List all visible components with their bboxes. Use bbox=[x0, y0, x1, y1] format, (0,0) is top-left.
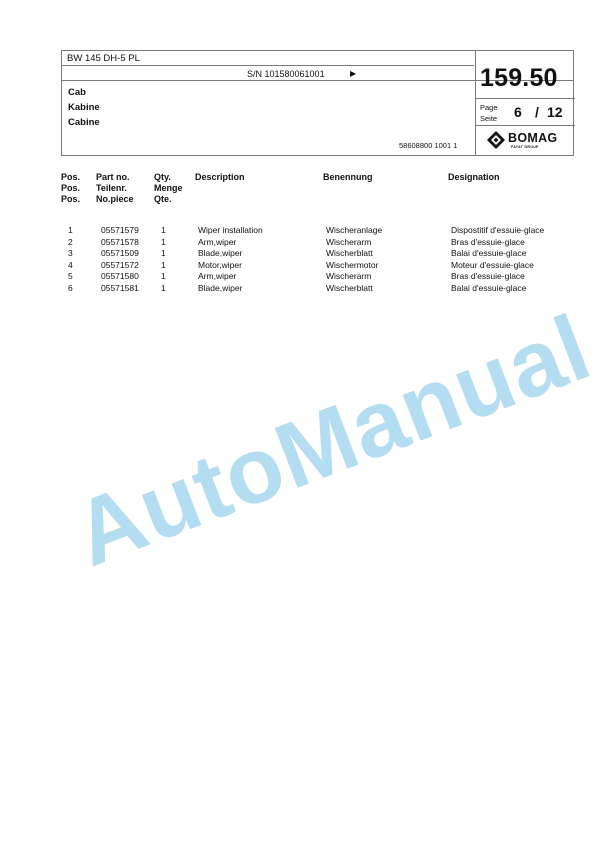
column-header-benennung: Benennung bbox=[323, 172, 373, 182]
cell-benennung: Wischeranlage bbox=[326, 225, 383, 235]
bomag-diamond-icon bbox=[487, 131, 505, 149]
cell-qty: 1 bbox=[161, 271, 166, 282]
section-title-en: Cab bbox=[68, 87, 86, 98]
column-header-qty-de: Menge bbox=[154, 183, 183, 193]
cell-benennung: Wischerarm bbox=[326, 271, 372, 282]
cell-designation: Balai d'essuie-glace bbox=[451, 283, 527, 293]
table-row bbox=[0, 283, 612, 295]
cell-qty: 1 bbox=[161, 283, 166, 293]
page-current: 6 bbox=[514, 104, 522, 120]
cell-description: Arm,wiper bbox=[198, 236, 237, 247]
table-row bbox=[0, 237, 612, 249]
cell-benennung: Wischerblatt bbox=[326, 248, 373, 259]
column-header-part-de: Teilenr. bbox=[96, 183, 127, 193]
cell-description: Blade,wiper bbox=[198, 283, 243, 293]
cell-part: 05571581 bbox=[101, 283, 139, 293]
column-header-part-fr: No.piece bbox=[96, 194, 134, 204]
cell-pos: 6 bbox=[68, 283, 73, 293]
page-total: 12 bbox=[547, 104, 563, 120]
cell-pos: 3 bbox=[68, 248, 73, 259]
header-rule-top bbox=[62, 65, 474, 66]
column-header-qty bbox=[154, 172, 183, 205]
cell-designation: Moteur d'essuie-glace bbox=[451, 259, 534, 270]
column-header-pos bbox=[61, 172, 80, 205]
cell-benennung: Wischerarm bbox=[326, 236, 372, 247]
column-header-description: Description bbox=[195, 172, 245, 182]
cell-pos: 5 bbox=[68, 271, 73, 282]
header-divider bbox=[475, 51, 476, 155]
page-label-de: Seite bbox=[480, 114, 498, 123]
model-name: BW 145 DH-5 PL bbox=[67, 53, 140, 64]
bomag-logo bbox=[487, 130, 567, 150]
column-header-qty-fr: Qte. bbox=[154, 194, 172, 204]
cell-qty: 1 bbox=[161, 225, 166, 235]
column-header-qty-en: Qty. bbox=[154, 172, 171, 182]
cell-part: 05571572 bbox=[101, 259, 139, 270]
cell-part: 05571509 bbox=[101, 248, 139, 259]
cell-description: Motor,wiper bbox=[198, 259, 242, 270]
column-header-pos-de: Pos. bbox=[61, 183, 81, 193]
section-title-fr: Cabine bbox=[68, 117, 100, 128]
table-row bbox=[0, 271, 612, 283]
table-row bbox=[0, 248, 612, 260]
cell-qty: 1 bbox=[161, 248, 166, 259]
header-box bbox=[61, 50, 574, 156]
cell-part: 05571578 bbox=[101, 236, 139, 247]
cell-designation: Bras d'essuie-glace bbox=[451, 236, 525, 247]
watermark: AutoManual bbox=[60, 294, 604, 587]
serial-arrow-icon: ▶ bbox=[350, 69, 357, 78]
cell-part: 05571579 bbox=[101, 225, 139, 235]
cell-description: Wiper installation bbox=[198, 225, 263, 235]
cell-pos: 1 bbox=[68, 225, 73, 235]
column-header-pos-fr: Pos. bbox=[61, 194, 81, 204]
cell-benennung: Wischerblatt bbox=[326, 283, 373, 293]
cell-qty: 1 bbox=[161, 259, 166, 270]
cell-benennung: Wischermotor bbox=[326, 259, 379, 270]
cell-pos: 2 bbox=[68, 236, 73, 247]
cell-description: Arm,wiper bbox=[198, 271, 237, 282]
header-rule-logo bbox=[475, 125, 575, 126]
column-header-designation: Designation bbox=[448, 172, 500, 182]
cell-designation: Bras d'essuie-glace bbox=[451, 271, 525, 282]
cell-part: 05571580 bbox=[101, 271, 139, 282]
page-label: Page bbox=[480, 103, 498, 112]
column-header-part-en: Part no. bbox=[96, 172, 130, 182]
header-rule-page bbox=[475, 98, 575, 99]
cell-qty: 1 bbox=[161, 236, 166, 247]
column-header-pos-en: Pos. bbox=[61, 172, 81, 182]
column-header-part bbox=[96, 172, 134, 205]
table-row bbox=[0, 225, 612, 237]
logo-subtext: FAYAT GROUP bbox=[511, 145, 539, 149]
section-title-de: Kabine bbox=[68, 102, 100, 113]
cell-description: Blade,wiper bbox=[198, 248, 243, 259]
cell-designation: Balai d'essuie-glace bbox=[451, 248, 527, 259]
table-row bbox=[0, 260, 612, 272]
logo-text: BOMAG bbox=[508, 131, 558, 145]
cell-pos: 4 bbox=[68, 259, 73, 270]
cell-designation: Dispostitif d'essuie-glace bbox=[451, 225, 545, 235]
page-number: 159.50 bbox=[480, 64, 558, 92]
serial-number: S/N 101580061001 bbox=[247, 69, 325, 79]
page-separator: / bbox=[535, 104, 539, 120]
document-number: 58608800 1001 1 bbox=[399, 141, 458, 150]
